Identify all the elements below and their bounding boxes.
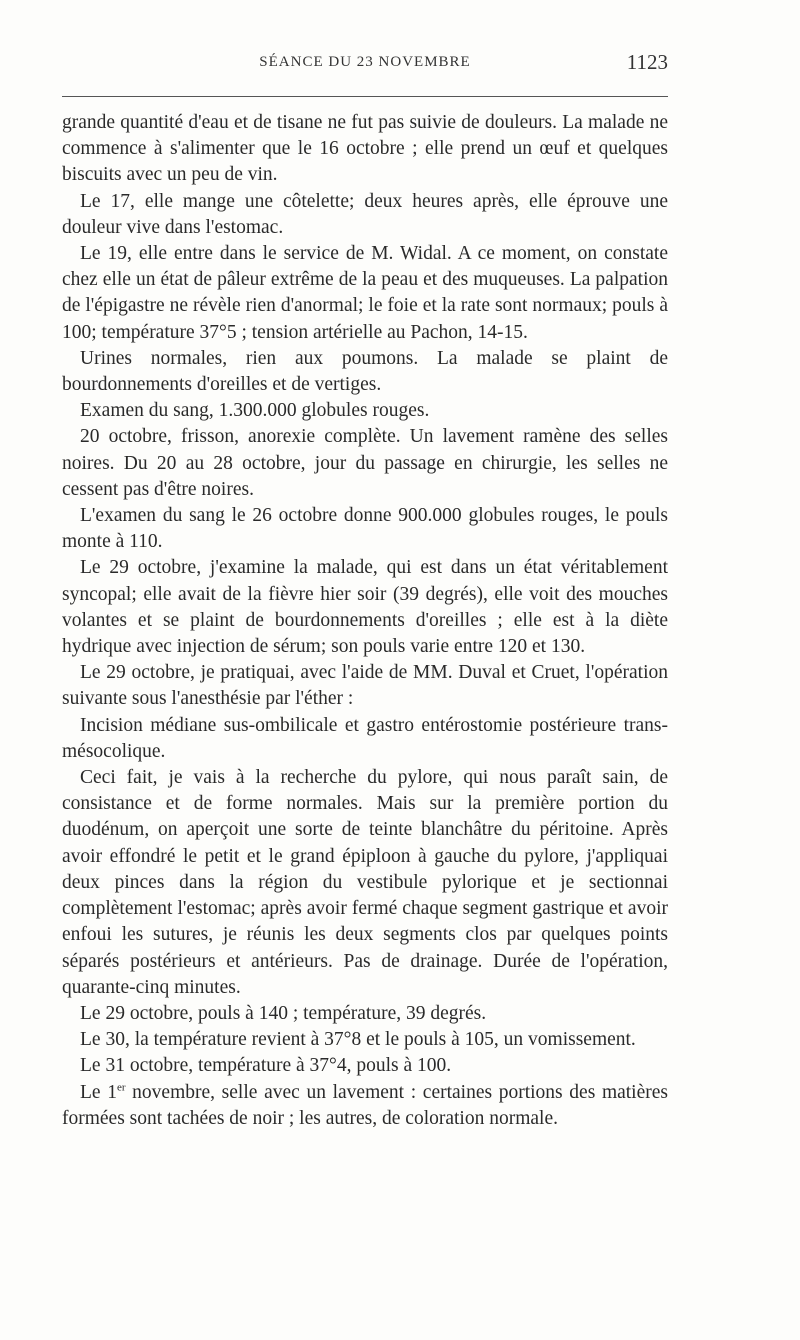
body-text (62, 110, 668, 1132)
running-head: SÉANCE DU 23 NOVEMBRE (259, 54, 471, 70)
header-rule (62, 96, 668, 97)
paragraph: grande quantité d'eau et de tisane ne fut pas suivie de douleurs. La malade ne commence à s'alimenter que le 16 octobre ; elle prend un œuf et quelques biscuits avec un peu de vin. (62, 112, 668, 186)
paragraph: 20 octobre, frisson, anorexie complète. Un lavement ramène des selles noires. Du 20 au 28 octobre, jour du passage en chirurgie, les selles ne cessent pas d'être noires. (62, 426, 668, 500)
paragraph-last (62, 1080, 668, 1132)
page-header (62, 50, 668, 80)
paragraph-last-start: Le 1 (80, 1081, 117, 1103)
paragraph: Urines normales, rien aux poumons. La malade se plaint de bourdonnements d'oreilles et de vertiges. (62, 347, 668, 396)
paragraph-last-end: novembre, selle avec un lavement : certaines portions des matières formées sont tachées de noir ; les autres, de coloration normale. (62, 1081, 668, 1129)
paragraph: Le 29 octobre, je pratiquai, avec l'aide de MM. Duval et Cruet, l'opération suivante sous l'anesthésie par l'éther : (62, 662, 668, 710)
paragraph: L'examen du sang le 26 octobre donne 900.000 globules rouges, le pouls monte à 110. (62, 505, 668, 553)
page-number: 1123 (626, 50, 668, 74)
paragraph: Le 30, la température revient à 37°8 et le pouls à 105, un vomissement. (80, 1029, 636, 1051)
paragraph: Incision médiane sus-ombilicale et gastro entérostomie postérieure trans-mésocolique. (62, 714, 668, 762)
paragraph: Ceci fait, je vais à la recherche du pylore, qui nous paraît sain, de consistance et de forme normales. Mais sur la première portion du duodénum, on aperçoit une sorte de teinte blanchâtre du péritoine. Après avoir effondré le petit et le grand épiploon à gauche du pylore, j'appliquai deux pinces dans la région du vestibule pylorique et je sectionnai complètement l'estomac; après avoir fermé chaque segment gastrique et avoir enfoui les sutures, je réunis les deux segments clos par quelques points séparés postérieurs et antérieurs. Pas de drainage. Durée de l'opération, quarante-cinq minutes. (62, 767, 668, 998)
paragraph: Le 29 octobre, j'examine la malade, qui est dans un état véritablement syncopal; elle avait de la fièvre hier soir (39 degrés), elle voit des mouches volantes et se plaint de bourdonnements d'oreilles ; elle est à la diète hydrique avec injection de sérum; son pouls varie entre 120 et 130. (62, 557, 668, 658)
paragraph: Le 29 octobre, pouls à 140 ; température, 39 degrés. (80, 1002, 487, 1024)
paragraph: Le 17, elle mange une côtelette; deux heures après, elle éprouve une douleur vive dans l'estomac. (62, 190, 668, 238)
ordinal-superscript: er (116, 1081, 126, 1094)
paragraph: Examen du sang, 1.300.000 globules rouges. (80, 400, 430, 422)
paragraph: Le 19, elle entre dans le service de M. Widal. A ce moment, on constate chez elle un état de pâleur extrême de la peau et des muqueuses. La palpation de l'épigastre ne révèle rien d'anormal; le foie et la rate sont normaux; pouls à 100; température 37°5 ; tension artérielle au Pachon, 14-15. (62, 243, 668, 343)
paragraph: Le 31 octobre, température à 37°4, pouls à 100. (80, 1055, 452, 1077)
